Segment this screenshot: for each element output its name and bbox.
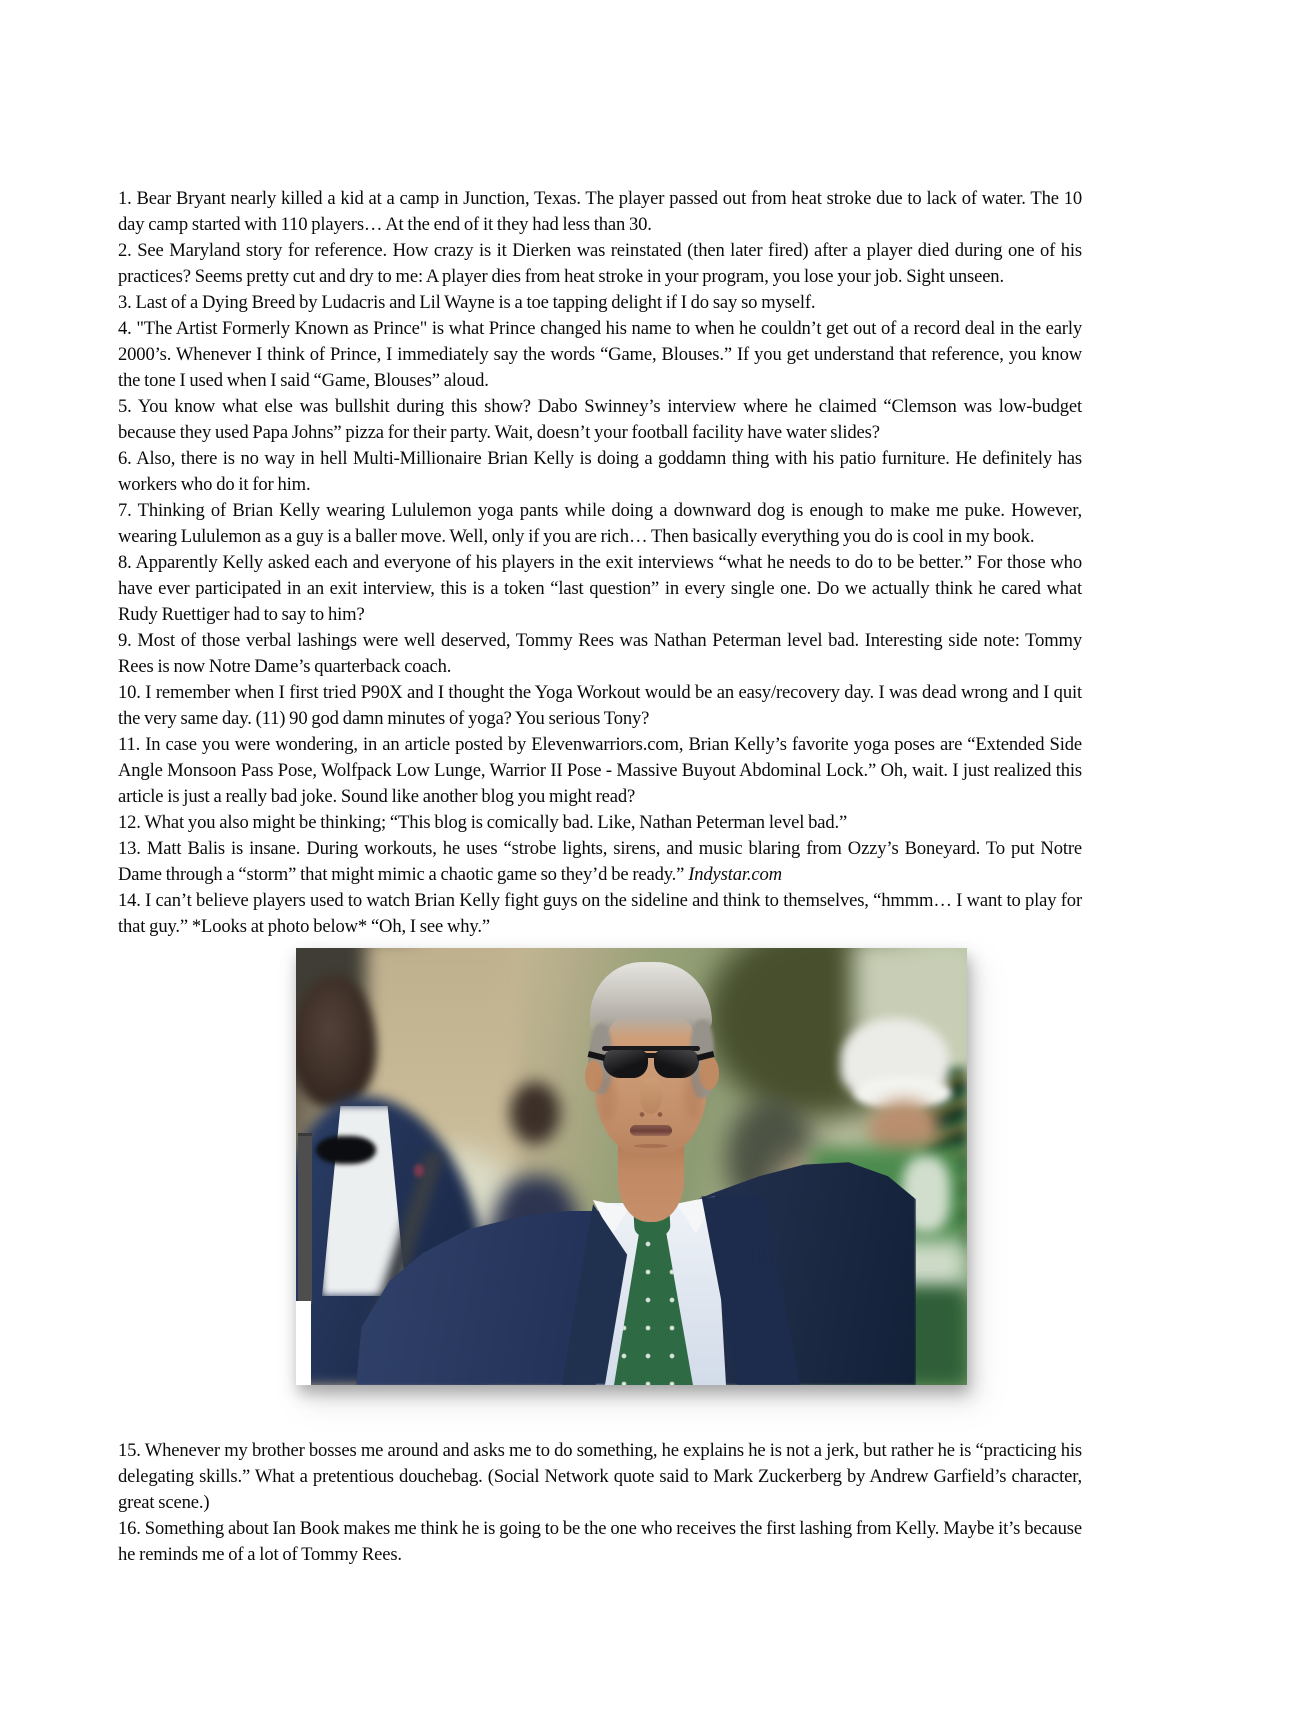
note-item-16 (118, 1516, 1082, 1568)
note-text: Bear Bryant nearly killed a kid at a camp in Junction, Texas. The player passed out from heat stroke due to lack of water. The 10 day camp started with 110 players… At the end of it they had less than 30. (118, 188, 1083, 235)
note-number: 1. (118, 188, 137, 209)
kelly-nose (640, 1078, 662, 1114)
note-text: Most of those verbal lashings were well deserved, Tommy Rees was Nathan Peterman level bad. Interesting side note: Tommy Rees is now Notre Dame’s quarterback coach. (118, 630, 1082, 677)
note-number: 6. (118, 448, 137, 469)
cheek-shading-right (684, 1072, 702, 1120)
kelly-mouth (630, 1125, 672, 1136)
note-item-15 (118, 1438, 1082, 1516)
note-text: See Maryland story for reference. How crazy is it Dierken was reinstated (then later fired) after a player died during one of his practices? Seems pretty cut and dry to me: A player dies from heat stroke in your program, you lose your job. Sight unseen. (118, 240, 1082, 287)
note-number: 15. (118, 1440, 145, 1461)
note-item-11 (118, 732, 1082, 810)
white-notch-artifact (296, 1301, 311, 1385)
note-number: 2. (118, 240, 138, 261)
note-text: "The Artist Formerly Known as Prince" is what Prince changed his name to when he couldn’t get out of a record deal in the early 2000’s. Whenever I think of Prince, I immediately say the words “Game, Blouses.” If you get understand that reference, you know the tone I used when I said “Game, Blouses” aloud. (118, 318, 1083, 391)
note-number: 13. (118, 838, 147, 859)
note-number: 16. (118, 1518, 145, 1539)
note-number: 7. (118, 500, 138, 521)
cheek-shading-left (598, 1074, 616, 1122)
notes-section-top (118, 186, 1082, 940)
red-boutonniere (414, 1164, 424, 1177)
note-item-9 (118, 628, 1082, 680)
notes-section-bottom (118, 1438, 1082, 1568)
note-item-14 (118, 888, 1082, 940)
note-number: 4. (118, 318, 137, 339)
note-item-2 (118, 238, 1082, 290)
note-number: 9. (118, 630, 138, 651)
note-item-13 (118, 836, 1082, 888)
kelly-head (588, 962, 714, 1174)
note-number: 11. (118, 734, 146, 755)
note-number: 8. (118, 552, 136, 573)
note-item-4 (118, 316, 1082, 394)
note-text: Last of a Dying Breed by Ludacris and Lil Wayne is a toe tapping delight if I do say so myself. (135, 292, 816, 313)
note-item-10 (118, 680, 1082, 732)
note-text: Apparently Kelly asked each and everyone of his players in the exit interviews “what he needs to do to be better.” For those who have ever participated in an exit interview, this is a token “last question” in every single one. Do we actually think he cared what Rudy Ruettiger had to say to him? (118, 552, 1082, 625)
note-item-8 (118, 550, 1082, 628)
distant-person-head (510, 1082, 560, 1144)
note-text: Whenever my brother bosses me around and asks me to do something, he explains he is not a jerk, but rather he is “practicing his delegating skills.” What a pretentious douchebag. (Social Network quote said to Mark Zuckerberg by Andrew Garfield’s character, great scene.) (118, 1440, 1082, 1513)
note-text: In case you were wondering, in an article posted by Elevenwarriors.com, Brian Kelly’s favorite yoga poses are “Extended Side Angle Monsoon Pass Pose, Wolfpack Low Lunge, Warrior II Pose - Massive Buyout Abdominal Lock.” Oh, wait. I just realized this article is just a really bad joke. Sound like another blog you might read? (118, 734, 1082, 807)
note-number: 14. (118, 890, 146, 911)
kelly-ear-right (699, 1056, 719, 1090)
note-text: Matt Balis is insane. During workouts, he uses “strobe lights, sirens, and music blaring from Ozzy’s Boneyard. To put Notre Dame through a “storm” that might mimic a chaotic game so they’d be ready.” (118, 838, 1082, 885)
kelly-nostrils (636, 1112, 666, 1117)
note-text: Thinking of Brian Kelly wearing Lululemon yoga pants while doing a downward dog is enough to make me puke. However, wearing Lululemon as a guy is a baller move. Well, only if you are rich… Then basically everything you do is cool in my book. (118, 500, 1082, 547)
note-text: Also, there is no way in hell Multi-Millionaire Brian Kelly is doing a goddamn thing with his patio furniture. He definitely has workers who do it for him. (118, 448, 1082, 495)
note-item-7 (118, 498, 1082, 550)
note-number: 5. (118, 396, 138, 417)
note-text: What you also might be thinking; “This blog is comically bad. Like, Nathan Peterman level bad.” (144, 812, 848, 833)
note-number: 10. (118, 682, 146, 703)
bow-tie (316, 1136, 376, 1164)
note-item-3 (118, 290, 1082, 316)
note-item-1 (118, 186, 1082, 238)
nd-lapel-pin (746, 1242, 775, 1269)
note-text: Something about Ian Book makes me think he is going to be the one who receives the first lashing from Kelly. Maybe it’s because he reminds me of a lot of Tommy Rees. (118, 1518, 1082, 1565)
note-text: I can’t believe players used to watch Brian Kelly fight guys on the sideline and think to themselves, “hmmm… I want to play for that guy.” *Looks at photo below* “Oh, I see why.” (118, 890, 1082, 937)
note-text: I remember when I first tried P90X and I thought the Yoga Workout would be an easy/recovery day. I was dead wrong and I quit the very same day. (11) 90 god damn minutes of yoga? You serious Tony? (118, 682, 1082, 729)
photo-brian-kelly (296, 948, 967, 1385)
gray-bar-artifact (298, 1133, 312, 1304)
sunglasses-bridge (645, 1053, 657, 1058)
note-item-6 (118, 446, 1082, 498)
note-number: 12. (118, 812, 145, 833)
note-number: 3. (118, 292, 136, 313)
note-citation: Indystar.com (688, 864, 782, 885)
kelly-chin-crease (634, 1144, 668, 1148)
sunglasses-lens-left (603, 1050, 648, 1078)
note-item-5 (118, 394, 1082, 446)
note-text: You know what else was bullshit during this show? Dabo Swinney’s interview where he claimed “Clemson was low-budget because they used Papa Johns” pizza for their party. Wait, doesn’t your football facility have water slides? (118, 396, 1082, 443)
note-item-12 (118, 810, 1082, 836)
